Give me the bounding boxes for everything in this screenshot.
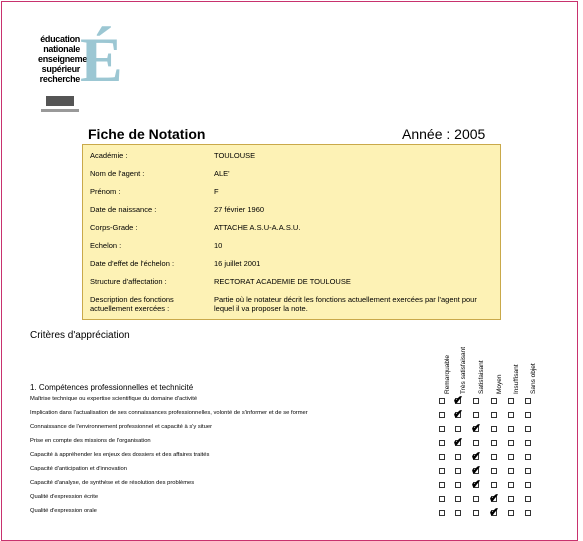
criterion-label: Implication dans l'actualisation de ses connaissances professionnelles, volonté de s'informer et de se former bbox=[30, 410, 308, 416]
rating-checkbox[interactable] bbox=[439, 440, 445, 446]
page-title: Fiche de Notation bbox=[88, 126, 206, 142]
checkmark-icon: ✔ bbox=[471, 477, 482, 491]
info-value: RECTORAT ACADEMIE DE TOULOUSE bbox=[214, 277, 351, 286]
info-value: Partie où le notateur décrit les fonctions actuellement exercées par l'agent pour lequel il va proposer la note. bbox=[214, 295, 477, 313]
info-label: Echelon : bbox=[90, 241, 122, 250]
rating-checkbox[interactable] bbox=[439, 468, 445, 474]
info-label: Prénom : bbox=[90, 187, 121, 196]
rating-checkbox[interactable] bbox=[525, 496, 531, 502]
rating-checkbox[interactable] bbox=[455, 454, 461, 460]
checkmark-icon: ✔ bbox=[471, 449, 482, 463]
info-label: Nom de l'agent : bbox=[90, 169, 145, 178]
info-label: Description des fonctions actuellement exercées : bbox=[90, 295, 174, 313]
rating-checkbox[interactable] bbox=[473, 510, 479, 516]
criteria-title: Critères d'appréciation bbox=[30, 330, 130, 341]
criterion-label: Connaissance de l'environnement professionnel et capacité à s'y situer bbox=[30, 424, 213, 430]
column-header: Moyen bbox=[496, 374, 503, 394]
rating-checkbox[interactable] bbox=[473, 412, 479, 418]
criterion-label: Capacité d'analyse, de synthèse et de résolution des problèmes bbox=[30, 480, 195, 486]
info-label: Date d'effet de l'échelon : bbox=[90, 259, 175, 268]
info-value: 10 bbox=[214, 241, 223, 250]
info-value: TOULOUSE bbox=[214, 151, 256, 160]
rating-checkbox[interactable] bbox=[525, 398, 531, 404]
rating-checkbox[interactable] bbox=[439, 412, 445, 418]
rating-checkbox[interactable] bbox=[491, 454, 497, 460]
rating-checkbox[interactable] bbox=[525, 440, 531, 446]
year-label: Année : 2005 bbox=[402, 126, 486, 142]
rating-checkbox[interactable] bbox=[508, 398, 514, 404]
rating-checkbox[interactable] bbox=[491, 482, 497, 488]
criterion-label: Qualité d'expression écrite bbox=[30, 494, 99, 500]
info-value: ALE' bbox=[214, 169, 230, 178]
rating-checkbox[interactable] bbox=[455, 496, 461, 502]
column-header: Remarquable bbox=[444, 354, 451, 394]
checkmark-icon: ✔ bbox=[489, 491, 500, 505]
rating-checkbox[interactable] bbox=[508, 482, 514, 488]
column-header: Satisfaisant bbox=[478, 360, 485, 394]
info-value: 16 juillet 2001 bbox=[214, 259, 261, 268]
logo-subline bbox=[41, 109, 79, 112]
rating-checkbox[interactable] bbox=[455, 482, 461, 488]
info-value: F bbox=[214, 187, 219, 196]
rating-checkbox[interactable] bbox=[508, 454, 514, 460]
rating-checkbox[interactable] bbox=[491, 412, 497, 418]
checkmark-icon: ✔ bbox=[471, 421, 482, 435]
marianne-icon bbox=[46, 96, 74, 106]
column-header: Insuffisant bbox=[513, 364, 520, 394]
rating-checkbox[interactable] bbox=[473, 398, 479, 404]
info-value: ATTACHE A.S.U-A.A.S.U. bbox=[214, 223, 301, 232]
rating-checkbox[interactable] bbox=[473, 496, 479, 502]
criterion-label: Prise en compte des missions de l'organisation bbox=[30, 438, 151, 444]
rating-checkbox[interactable] bbox=[455, 468, 461, 474]
rating-checkbox[interactable] bbox=[439, 398, 445, 404]
info-label: Académie : bbox=[90, 151, 128, 160]
info-label: Structure d'affectation : bbox=[90, 277, 167, 286]
rating-checkbox[interactable] bbox=[439, 510, 445, 516]
rating-checkbox[interactable] bbox=[491, 468, 497, 474]
rating-checkbox[interactable] bbox=[455, 510, 461, 516]
criterion-label: Capacité d'anticipation et d'innovation bbox=[30, 466, 127, 472]
rating-checkbox[interactable] bbox=[525, 412, 531, 418]
logo-text: éducation nationale enseignement supérieur recherche bbox=[38, 34, 95, 84]
checkmark-icon: ✔ bbox=[453, 393, 464, 407]
info-label: Date de naissance : bbox=[90, 205, 157, 214]
info-label: Corps-Grade : bbox=[90, 223, 138, 232]
checkmark-icon: ✔ bbox=[453, 407, 464, 421]
rating-checkbox[interactable] bbox=[491, 398, 497, 404]
rating-checkbox[interactable] bbox=[508, 468, 514, 474]
rating-checkbox[interactable] bbox=[508, 412, 514, 418]
rating-checkbox[interactable] bbox=[491, 440, 497, 446]
rating-checkbox[interactable] bbox=[455, 426, 461, 432]
column-header: Très satisfaisant bbox=[460, 346, 467, 394]
ministry-logo bbox=[38, 24, 138, 118]
info-value: 27 février 1960 bbox=[214, 205, 265, 214]
rating-checkbox[interactable] bbox=[508, 426, 514, 432]
rating-checkbox[interactable] bbox=[439, 496, 445, 502]
rating-checkbox[interactable] bbox=[525, 510, 531, 516]
criterion-label: Capacité à appréhender les enjeux des dossiers et des affaires traités bbox=[30, 452, 210, 458]
agent-info-box bbox=[82, 144, 501, 320]
rating-checkbox[interactable] bbox=[508, 496, 514, 502]
rating-checkbox[interactable] bbox=[491, 426, 497, 432]
rating-checkbox[interactable] bbox=[473, 440, 479, 446]
rating-checkbox[interactable] bbox=[525, 426, 531, 432]
checkmark-icon: ✔ bbox=[453, 435, 464, 449]
checkmark-icon: ✔ bbox=[471, 463, 482, 477]
rating-checkbox[interactable] bbox=[439, 454, 445, 460]
section-title: 1. Compétences professionnelles et technicité bbox=[30, 383, 194, 392]
criterion-label: Maîtrise technique ou expertise scientifique du domaine d'activité bbox=[30, 396, 198, 402]
rating-checkbox[interactable] bbox=[439, 482, 445, 488]
rating-checkbox[interactable] bbox=[525, 468, 531, 474]
rating-checkbox[interactable] bbox=[525, 482, 531, 488]
rating-checkbox[interactable] bbox=[508, 440, 514, 446]
criterion-label: Qualité d'expression orale bbox=[30, 508, 97, 514]
rating-checkbox[interactable] bbox=[508, 510, 514, 516]
logo-letter: É bbox=[80, 24, 123, 95]
column-header: Sans objet bbox=[530, 363, 537, 394]
rating-checkbox[interactable] bbox=[525, 454, 531, 460]
checkmark-icon: ✔ bbox=[489, 505, 500, 519]
rating-checkbox[interactable] bbox=[439, 426, 445, 432]
